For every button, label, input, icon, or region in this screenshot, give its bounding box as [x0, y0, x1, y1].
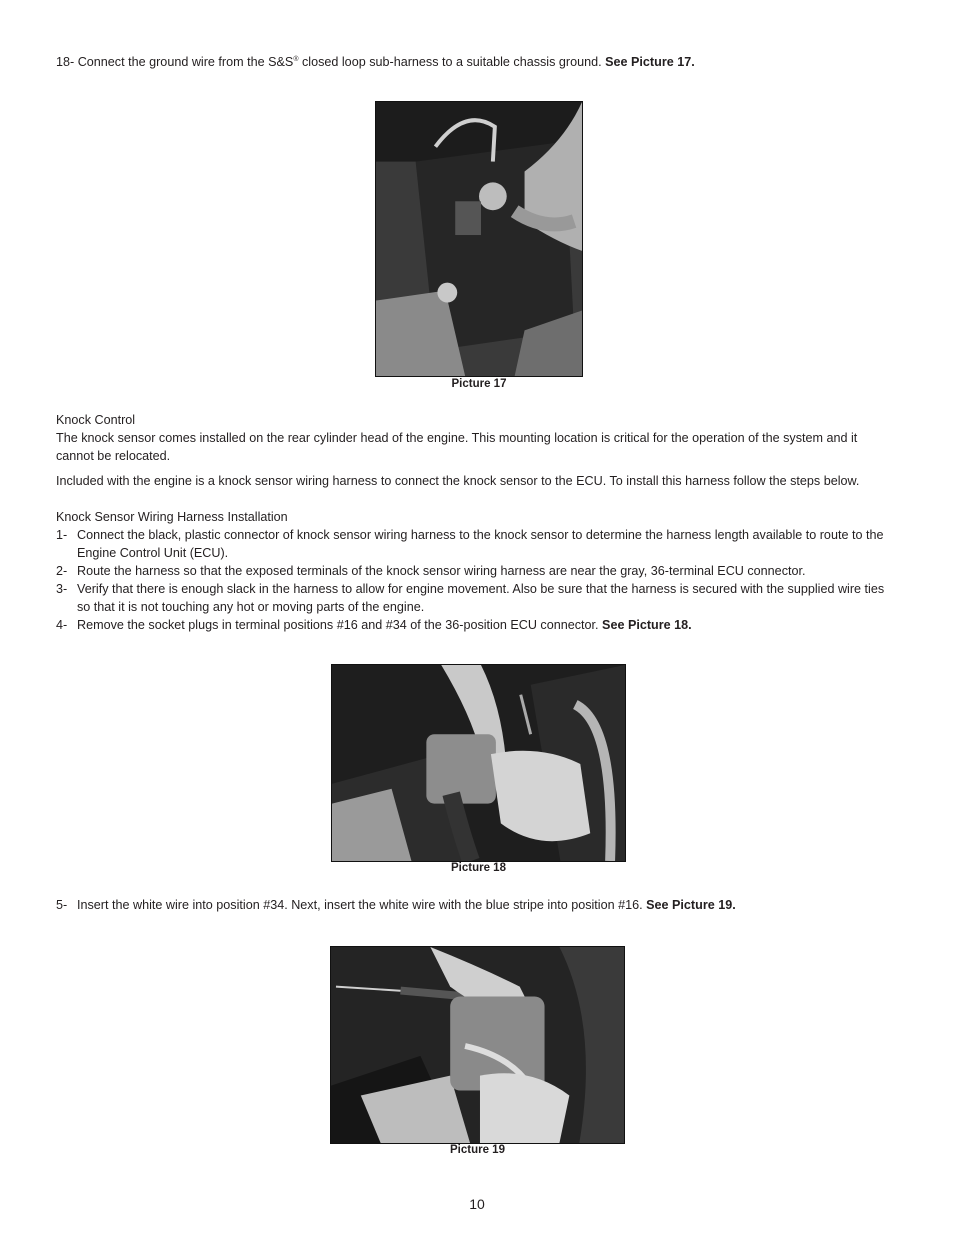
step-1-number: 1-	[56, 528, 68, 542]
knock-control-paragraph-2: Included with the engine is a knock sensor wiring harness to connect the knock sensor to the ECU. To install this harness follow the steps below.	[56, 474, 860, 488]
step-3	[56, 580, 898, 616]
knock-control-paragraph-1: The knock sensor comes installed on the rear cylinder head of the engine. This mounting location is critical for the operation of the system and it cannot be relocated.	[56, 431, 858, 463]
step-4	[56, 616, 898, 634]
installation-heading: Knock Sensor Wiring Harness Installation	[56, 510, 288, 524]
picture-17-caption: Picture 17	[451, 378, 507, 390]
step-3-number: 3-	[56, 582, 68, 596]
step-18-text: 18- Connect the ground wire from the S&S	[56, 55, 294, 69]
picture-18-caption: Picture 18	[451, 862, 506, 874]
step-5	[56, 896, 898, 914]
registered-mark: ®	[293, 55, 299, 63]
step-1-text: Connect the black, plastic connector of knock sensor wiring harness to the knock sensor to determine the harness length available to route to the Engine Control Unit (ECU).	[77, 528, 884, 560]
step-4-see-picture: See Picture 18.	[602, 618, 692, 632]
step-5-number: 5-	[56, 898, 68, 912]
step-3-text: Verify that there is enough slack in the harness to allow for engine movement. Also be sure that the harness is secured with the supplied wire ties so that it is not touching any hot or moving parts of the engine.	[77, 582, 885, 614]
step-5-see-picture: See Picture 19.	[646, 898, 736, 912]
step-18-paragraph	[56, 53, 898, 71]
picture-19-photo	[330, 946, 625, 1144]
picture-17-photo	[375, 101, 583, 377]
step-1	[56, 526, 898, 562]
step-2-text: Route the harness so that the exposed terminals of the knock sensor wiring harness are near the gray, 36-terminal ECU connector.	[77, 564, 806, 578]
step-2	[56, 562, 898, 580]
step-4-number: 4-	[56, 618, 68, 632]
picture-18-photo	[331, 664, 626, 862]
step-18-see-picture: See Picture 17.	[605, 55, 695, 69]
step-5-text: Insert the white wire into position #34. Next, insert the white wire with the blue stripe into position #16.	[77, 898, 647, 912]
knock-control-heading: Knock Control	[56, 413, 136, 427]
page-number: 10	[469, 1196, 485, 1212]
picture-19-caption: Picture 19	[450, 1144, 505, 1156]
step-18-text-cont: closed loop sub-harness to a suitable chassis ground.	[298, 55, 606, 69]
step-2-number: 2-	[56, 564, 68, 578]
step-4-text: Remove the socket plugs in terminal positions #16 and #34 of the 36-position ECU connector.	[77, 618, 603, 632]
